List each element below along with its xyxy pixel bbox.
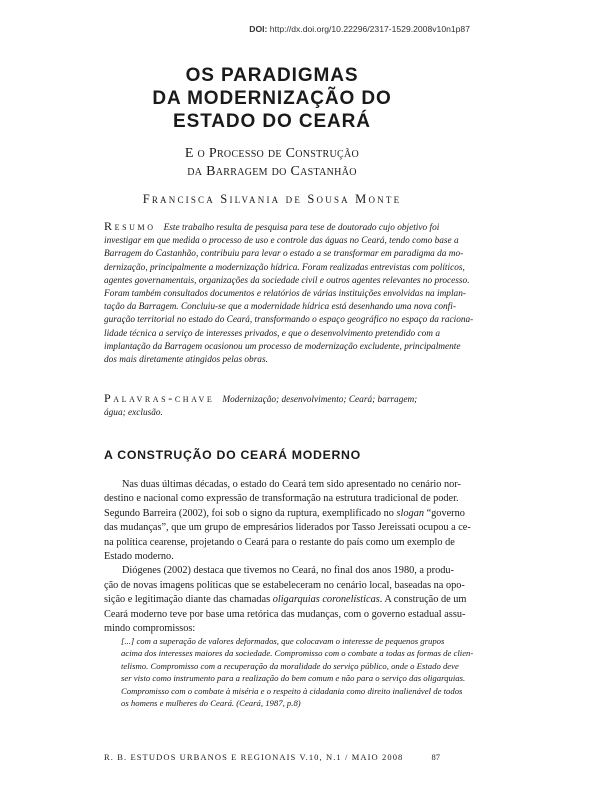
body-text-run: Segundo Barreira (2002), foi sob o signo da ruptura, exemplificado no [104,507,397,519]
quote-line: Compromisso com o combate à miséria e o respeito à cidadania como direito inalienável de todos [121,685,463,696]
keywords [104,392,440,420]
body-line: Diógenes (2002) destaca que tivemos no Ceará, no final dos anos 1980, a produ- [122,565,454,577]
quote-line: [...] com a superação de valores deformados, que colocavam o interesse de pequenos grupos [121,636,445,646]
body-line: na política cearense, projetando o Ceará para o restante do país como um exemplo de [104,536,455,548]
body-line: mindo compromissos: [104,623,196,635]
body-line: Ceará moderno teve por base uma retórica das mudanças, com o governo estadual assu- [104,608,466,620]
body-line: Estado moderno. [104,551,174,563]
body-line: Nas duas últimas décadas, o estado do Ceará tem sido apresentado no cenário nor- [122,479,461,490]
quote-line: acima dos interesses maiores da sociedade. Compromisso com o combate a todas as formas de clien- [121,648,474,659]
body-emphasis: oligarquias coronelísticas [272,594,380,606]
title-line: DA MODERNIZAÇÃO DO [152,88,392,109]
quote-line: ser visto como instrumento para a realização do bem comum e não para o serviço das oligarquias. [121,673,466,684]
body-line: destino e nacional como expressão de transformação na estrutura tradicional de poder. [104,493,459,505]
body-text-run: “governo [424,507,465,519]
keywords-line [104,392,440,407]
title-line: OS PARADIGMAS [185,65,359,86]
doi-link[interactable] [249,24,470,34]
keywords-label: Palavras-chave [104,391,215,405]
body-text-run: sição e legitimação diante das chamadas [104,594,273,606]
body-text-run: . A construção de um [379,594,467,606]
section-heading: A CONSTRUÇÃO DO CEARÁ MODERNO [104,448,361,462]
body-text [104,478,471,636]
article-title [0,64,544,133]
body-line: das mudanças”, que um grupo de empresários liderados por Tasso Jereissati ocupou a ce- [104,522,471,534]
quote-line: os homens e mulheres do Ceará. (Ceará, 1987, p.8) [121,698,301,709]
abstract-label: Resumo [104,219,156,233]
abstract [104,219,474,367]
block-quote [121,635,474,709]
abstract-line [104,220,440,235]
abstract-line: implantação da Barragem ocasionou um processo de modernização excludente, principalmente [104,341,461,352]
abstract-line: Foram também consultados documentos e relatórios de várias instituições envolvidas na implan- [104,289,466,300]
article-subtitle [0,145,544,181]
body-line [104,507,465,521]
doi-url[interactable]: http://dx.doi.org/10.22296/2317-1529.2008v10n1p87 [269,24,470,34]
abstract-line: tação da Barragem. Concluiu-se que a modernidade hídrica está desenhando uma nova confi- [104,302,456,313]
abstract-line: Barragem do Castanhão, contribuiu para levar o estado a se transformar em paradigma da mo- [104,249,464,260]
body-line: ção de novas imagens políticas que se estabeleceram no cenário local, baseadas na opo- [104,579,465,591]
keywords-line: água; exclusão. [104,408,163,419]
abstract-line: agentes governamentais, organizações da sociedade civil e outros agentes relevantes no processo. [104,275,470,286]
abstract-line: guração territorial no estado do Ceará, transformando o espaço geográfico no espaço da raciona- [104,315,474,326]
body-emphasis: slogan [396,507,424,519]
abstract-line: lidade técnica a serviço de interesses privados, e que o desenvolvimento pretendido com a [104,328,440,339]
abstract-line: dernização, principalmente a modernização hídrica. Foram realizadas entrevistas com políticos, [104,262,465,273]
doi-label: DOI: [249,24,268,34]
quote-line: telismo. Compromisso com a recuperação da moralidade do serviço público, onde o Estado deve [121,660,459,671]
abstract-text: Este trabalho resulta de pesquisa para tese de doutorado cujo objetivo foi [163,223,440,233]
abstract-line: investigar em que medida o processo de uso e controle das águas no Ceará, tendo como base a [104,236,459,247]
subtitle-line: E o Processo de Construção [184,146,360,161]
author-name: Francisca Silvania de Sousa Monte [142,192,402,206]
abstract-line: dos mais diretamente atingidos pelas obras. [104,355,268,366]
body-line [104,593,467,607]
page-number: 87 [431,752,440,762]
title-line: ESTADO DO CEARÁ [173,111,371,132]
journal-citation: R. B. ESTUDOS URBANOS E REGIONAIS V.10, N.1 / MAIO 2008 [104,752,404,762]
keywords-text: Modernização; desenvolvimento; Ceará; barragem; [222,395,418,405]
subtitle-line: da Barragem do Castanhão [187,164,357,179]
